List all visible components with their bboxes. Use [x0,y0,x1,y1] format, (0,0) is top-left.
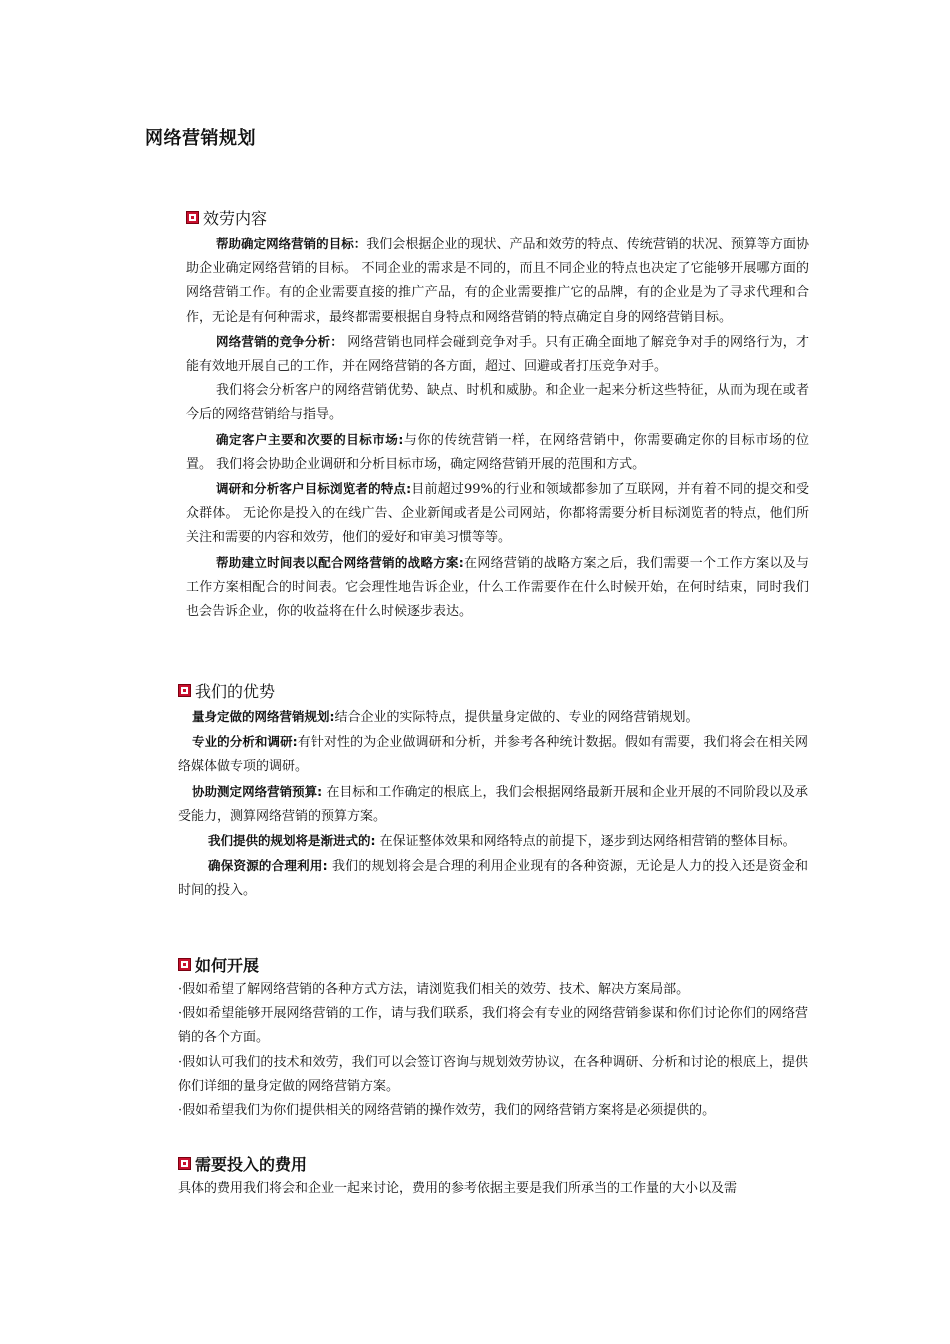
paragraph [178,829,808,854]
section-heading [178,1152,818,1174]
page-title: 网络营销规划 [145,128,256,149]
section-heading [178,953,808,975]
paragraph [186,551,809,625]
section-heading [186,206,809,228]
section-heading-text: 如何开展 [195,955,260,975]
paragraph-text: 我们将会分析客户的网络营销优势、缺点、时机和威胁。和企业一起来分析这些特征，从而为现在或者今后的网络营销给与指导。 [186,383,809,423]
section-heading-text: 需要投入的费用 [195,1154,308,1174]
paragraph-text: 网络营销也同样会碰到竞争对手。只有正确全面地了解竞争对手的网络行为，才能有效地开展自己的工作，并在网络营销的各方面，超过、回避或者打压竞争对手。 [186,334,809,375]
section-service-content [186,206,809,624]
red-square-bullet-icon [178,1157,191,1170]
paragraph [186,379,809,427]
paragraph-text: 结合企业的实际特点，提供量身定做的、专业的网络营销规划。 [334,710,699,725]
paragraph [186,232,809,330]
list-item: ·假如希望我们为你们提供相关的网络营销的操作效劳，我们的网络营销方案将是必须提供的。 [178,1103,716,1119]
section-heading-text: 我们的优势 [195,681,276,701]
paragraph-lead: 帮助建立时间表以配合网络营销的战略方案: [216,554,464,570]
paragraph-text: 目前超过99%的行业和领域都参加了互联网，并有着不同的提交和受众群体。 无论你是投入的在线广告、企业新闻或者是公司网站，你都将需要分析目标浏览者的特点，他们所关注和需要的内容和效劳，他们的爱好和审美习惯等等。 [186,482,809,546]
paragraph-text: 在网络营销的战略方案之后，我们需要一个工作方案以及与工作方案相配合的时间表。它会理性地告诉企业，什么工作需要作在什么时候开始，在何时结束，同时我们也会告诉企业，你的收益将在什么时候逐步表达。 [186,555,809,620]
section-our-advantages [178,679,808,904]
paragraph-lead: 网络营销的竞争分析： [216,333,343,349]
list-item: ·假如认可我们的技术和效劳，我们可以会签订咨询与规划效劳协议，在各种调研、分析和讨论的根底上，提供你们详细的量身定做的网络营销方案。 [178,1054,808,1094]
paragraph: 具体的费用我们将会和企业一起来讨论，费用的参考依据主要是我们所承当的工作量的大小以及需 [178,1181,738,1196]
paragraph [178,780,808,829]
paragraph-lead: 帮助确定网络营销的目标： [216,236,367,251]
paragraph-text: 有针对性的为企业做调研和分析，并参考各种统计数据。假如有需要，我们将会在相关网络媒体做专项的调研。 [178,735,808,775]
paragraph-lead: 确定客户主要和次要的目标市场: [216,431,404,447]
red-square-bullet-icon [186,211,199,224]
paragraph-lead: 协助测定网络营销预算: [192,783,323,799]
paragraph-lead: 确保资源的合理利用: [208,858,328,874]
paragraph [178,854,808,903]
paragraph-lead: 量身定做的网络营销规划: [192,709,335,724]
red-square-bullet-icon [178,958,191,971]
paragraph-text: 我们会根据企业的现状、产品和效劳的特点、传统营销的状况、预算等方面协助企业确定网络营销的目标。 不同企业的需求是不同的，而且不同企业的特点也决定了它能够开展哪方面的网络营销工作。有的企业需要直接的推广产品，有的企业需要推广它的品牌，有的企业是为了寻求代理和合作，无论是有何种需求，最终都需要根据自身特点和网络营销的特点确定自身的网络营销目标。 [186,237,809,325]
section-costs [178,1152,818,1201]
paragraph-lead: 调研和分析客户目标浏览者的特点: [216,481,412,497]
paragraph-text: 在保证整体效果和网络特点的前提下，逐步到达网络相营销的整体目标。 [375,834,796,850]
paragraph [178,730,808,779]
paragraph [186,428,809,477]
paragraph [186,477,809,551]
section-heading-text: 效劳内容 [203,208,268,228]
paragraph-text: 我们的规划将会是合理的利用企业现有的各种资源，无论是人力的投入还是资金和时间的投入。 [178,859,808,899]
section-how-to-start [178,953,808,1123]
list-item: ·假如希望了解网络营销的各种方式方法，请浏览我们相关的效劳、技术、解决方案局部。 [178,982,690,997]
paragraph-text: 在目标和工作确定的根底上，我们会根据网络最新开展和企业开展的不同阶段以及承受能力，测算网络营销的预算方案。 [178,784,808,824]
paragraph-lead: 我们提供的规划将是渐进式的: [208,833,376,849]
paragraph-text: 与你的传统营销一样，在网络营销中，你需要确定你的目标市场的位置。 我们将会协助企业调研和分析目标市场，确定网络营销开展的范围和方式。 [186,432,809,472]
section-heading [178,679,808,701]
red-square-bullet-icon [178,684,191,697]
paragraph [186,330,809,379]
paragraph [178,705,808,730]
list-item: ·假如希望能够开展网络营销的工作，请与我们联系，我们将会有专业的网络营销参谋和你们讨论你们的网络营销的各个方面。 [178,1006,808,1046]
paragraph-lead: 专业的分析和调研: [192,734,298,750]
